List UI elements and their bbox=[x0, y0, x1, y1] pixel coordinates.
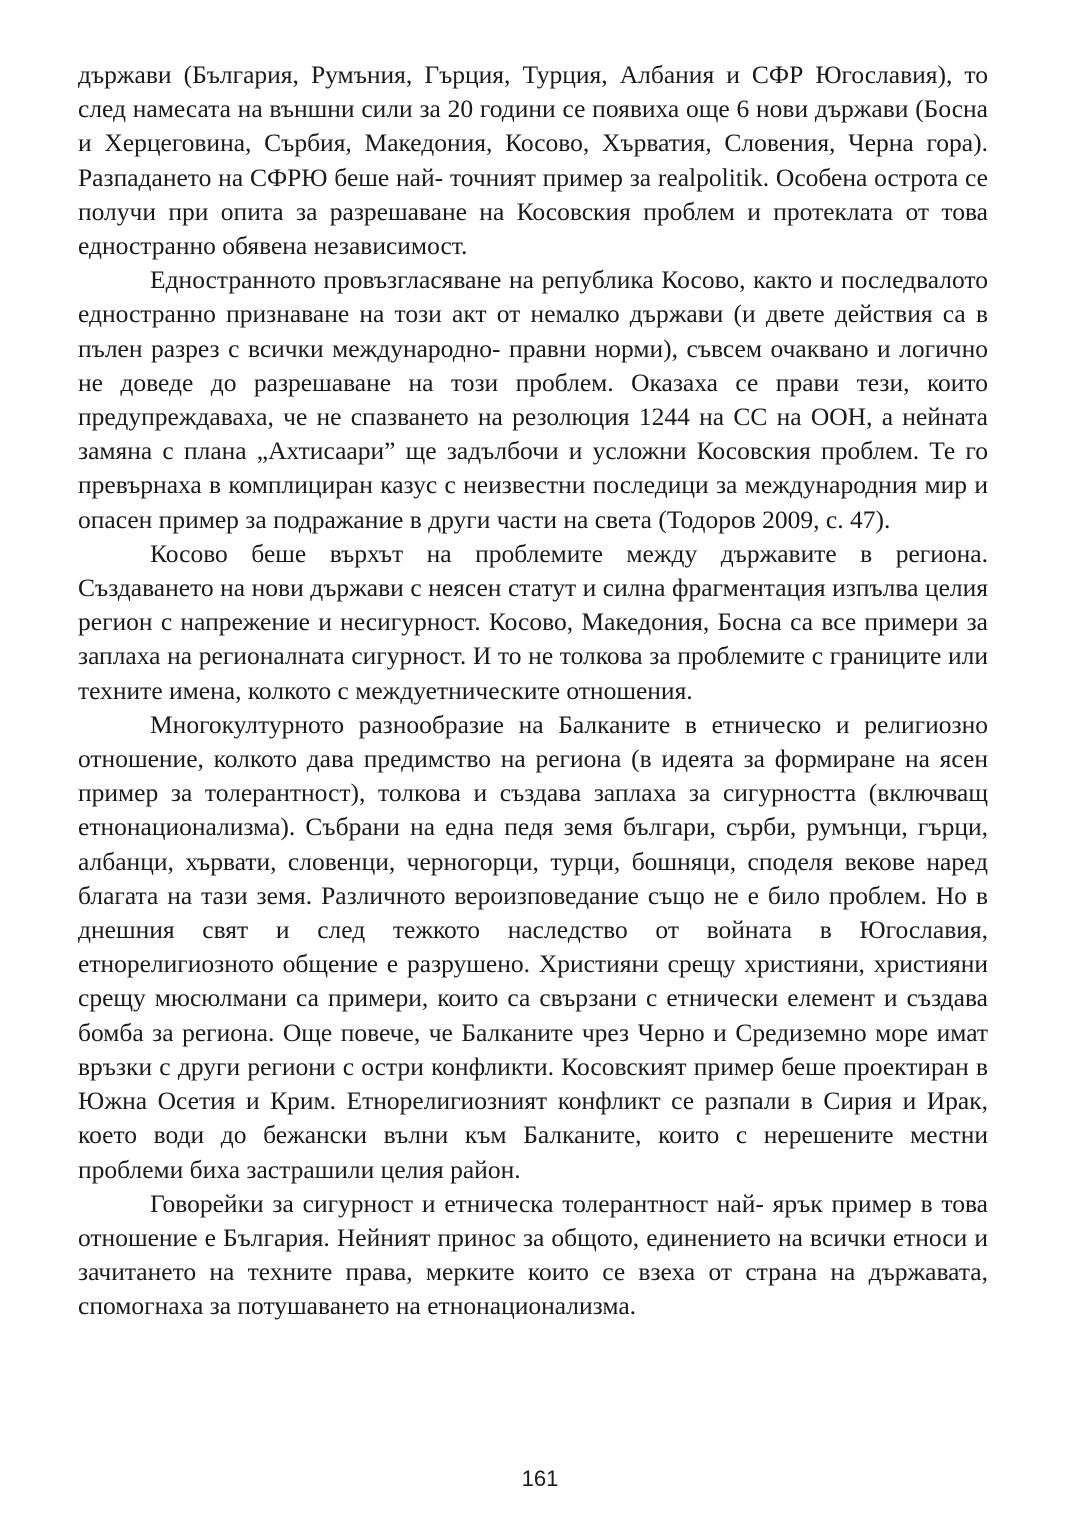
page-number: 161 bbox=[521, 1466, 559, 1491]
page-body bbox=[78, 58, 988, 1324]
paragraph-2: Едностранното провъзгласяване на република Косово, както и последвалото едностранно признаване на този акт от немалко държави (и двете действия са в пълен разрез с всички международно- правни норми), съвсем очаквано и логично не доведе до разрешаване на този проблем. Оказаха се прави тези, които предупреждаваха, че не спазването на резолюция 1244 на СС на ООН, а нейната замяна с плана „Ахтисаари” ще задълбочи и усложни Косовския проблем. Те го превърнаха в комплициран казус с неизвестни последици за международния мир и опасен пример за подражание в други части на света (Тодоров 2009, с. 47). bbox=[78, 265, 988, 534]
paragraph-5: Говорейки за сигурност и етническа толерантност най- ярък пример в това отношение е България. Нейният принос за общото, единението на всички етноси и зачитането на техните права, мерките които се взеха от страна на държавата, спомогнаха за потушаването на етнонационализма. bbox=[78, 1188, 988, 1321]
paragraph-3: Косово беше върхът на проблемите между държавите в региона. Създаването на нови държави с неясен статут и силна фрагментация изпълва целия регион с напрежение и несигурност. Косово, Македония, Босна са все примери за заплаха на регионалната сигурност. И то не толкова за проблемите с границите или техните имена, колкото с междуетническите отношения. bbox=[78, 538, 988, 705]
paragraph-1: държави (България, Румъния, Гърция, Турция, Албания и СФР Югославия), то след намесата на външни сили за 20 години се появиха още 6 нови държави (Босна и Херцеговина, Сърбия, Македония, Косово, Хърватия, Словения, Черна гора). Разпадането на СФРЮ беше най- точният пример за realpolitik. Особена острота се получи при опита за разрешаване на Косовския проблем и протеклата от това едностранно обявена независимост. bbox=[78, 60, 988, 261]
paragraph-4: Многокултурното разнообразие на Балканите в етническо и религиозно отношение, колкото дава предимство на региона (в идеята за формиране на ясен пример за толерантност), толкова и създава заплаха за сигурността (включващ етнонационализма). Събрани на една педя земя българи, сърби, румънци, гърци, албанци, хървати, словенци, черногорци, турци, бошняци, споделя векове наред благата на тази земя. Различното вероизповедание също не е било проблем. Но в днешния свят и след тежкото наследство от войната в Югославия, етнорелигиозното общение е разрушено. Християни срещу християни, християни срещу мюсюлмани са примери, които са свързани с етнически елемент и създава бомба за региона. Още повече, че Балканите чрез Черно и Средиземно море имат връзки с други региони с остри конфликти. Косовският пример беше проектиран в Южна Осетия и Крим. Етнорелигиозният конфликт се разпали в Сирия и Ирак, което води до бежански вълни към Балканите, които с нерешените местни проблеми биха застрашили целия район. bbox=[78, 709, 988, 1184]
